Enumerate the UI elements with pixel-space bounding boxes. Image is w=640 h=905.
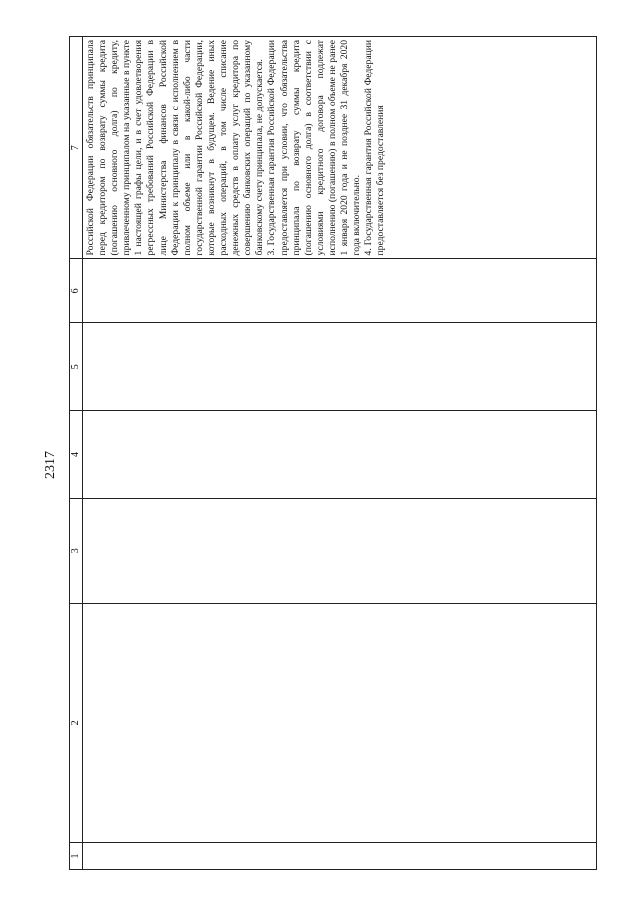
column-header-5: 5 bbox=[70, 323, 83, 410]
table-column-2 bbox=[70, 603, 596, 842]
table-column-4 bbox=[70, 410, 596, 498]
table-column-6 bbox=[70, 258, 596, 322]
column-header-1: 1 bbox=[70, 843, 83, 869]
cell-paragraph-1: Российской Федерации обязательств принципала перед кредитором по возврату суммы кредита (погашению основного долга) по кредиту, привлеченному принципалом на указанные в пункте 1 настоящей графы цели, и в счет удовлетворения регрессных требований Российской Федерации в лице Министерства финансов Российской Федерации к принципалу в связи с исполнением в полном объеме или в какой-либо части государственной гарантии Российской Федерации, которые возникнут в будущем. Ведение иных расходных операций, в том числе списание денежных средств в оплату услуг кредитора по совершению банковских операций по указанному банковскому счету принципала, не допускается. bbox=[85, 39, 266, 256]
column-header-7: 7 bbox=[70, 37, 83, 258]
table-column-3 bbox=[70, 498, 596, 603]
cell-paragraph-2: 3. Государственная гарантия Российской Федерации предоставляется при условии, что обязательства принципала по возврату суммы кредита (погашению основного долга) в соответствии с условиями кредитного договора подлежат исполнению (погашению) в полном объеме не ранее 1 января 2020 года и не позднее 31 декабря 2020 года включительно. bbox=[266, 39, 363, 256]
column-header-3: 3 bbox=[70, 499, 83, 603]
column-header-4: 4 bbox=[70, 411, 83, 498]
page-number: 2317 bbox=[43, 451, 58, 479]
cell-paragraph-3: 4. Государственная гарантия Российской Федерации предоставляется без предоставления bbox=[363, 39, 387, 256]
document-table bbox=[69, 36, 597, 870]
column-header-6: 6 bbox=[70, 259, 83, 322]
column-header-2: 2 bbox=[70, 604, 83, 842]
table-column-1 bbox=[70, 842, 596, 869]
table-column-7 bbox=[70, 37, 596, 258]
table-column-5 bbox=[70, 322, 596, 410]
column-7-cell bbox=[83, 37, 387, 258]
